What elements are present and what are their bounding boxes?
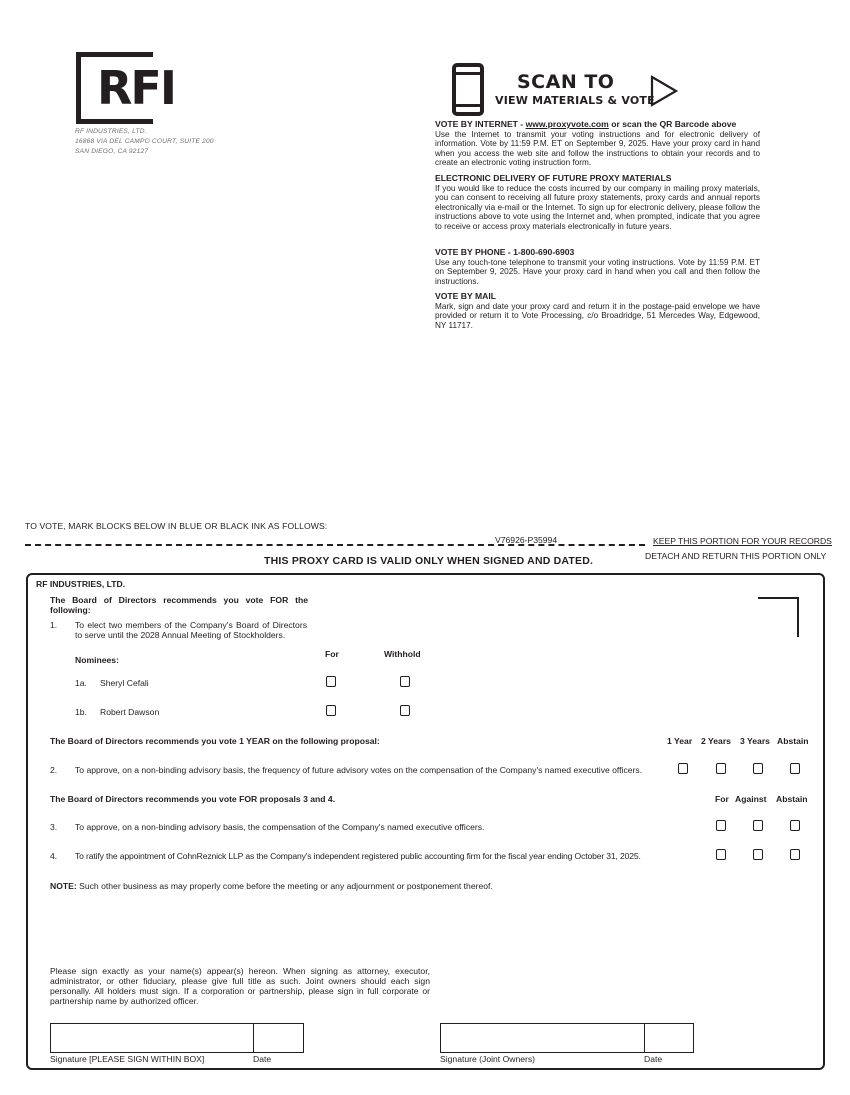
vote-phone-section bbox=[435, 248, 760, 286]
nominee-1a-for-checkbox[interactable] bbox=[326, 676, 336, 687]
signing-instructions: Please sign exactly as your name(s) appear(s) hereon. When signing as attorney, executor, administrator, or other fiduciary, please give full title as such. Joint owners should each sign personally. All holders must sign. If a corporation or partnership, please sign in full corporate or partnership name by authorized officer. bbox=[50, 966, 430, 1006]
valid-notice: THIS PROXY CARD IS VALID ONLY WHEN SIGNED AND DATED. bbox=[264, 555, 594, 567]
proposal-3-against-checkbox[interactable] bbox=[753, 820, 763, 831]
vote-phone-text: Use any touch-tone telephone to transmit your voting instructions. Vote by 11:59 P.M. ET on September 9, 2025. Have your proxy card in hand when you call and then follow the instructions. bbox=[435, 257, 760, 286]
keep-portion-label: KEEP THIS PORTION FOR YOUR RECORDS bbox=[653, 536, 832, 546]
proposal-2-number: 2. bbox=[50, 765, 58, 775]
electronic-delivery-section bbox=[435, 174, 760, 232]
col-for-header: For bbox=[325, 649, 339, 659]
scan-subtitle: VIEW MATERIALS & VOTE bbox=[495, 94, 655, 107]
nominee-1b-name: Robert Dawson bbox=[100, 707, 160, 717]
detach-portion-label: DETACH AND RETURN THIS PORTION ONLY bbox=[645, 551, 827, 561]
phone-icon bbox=[452, 63, 484, 116]
proposal-1-number: 1. bbox=[50, 620, 58, 630]
rfi-logo: RFI bbox=[97, 61, 175, 115]
joint-signature-box[interactable] bbox=[440, 1023, 645, 1053]
proposal-3-text: To approve, on a non-binding advisory basis, the compensation of the Company's named executive officers. bbox=[75, 822, 485, 832]
recommendation-2: The Board of Directors recommends you vote 1 YEAR on the following proposal: bbox=[50, 736, 380, 746]
nominees-label: Nominees: bbox=[75, 655, 119, 665]
col-1-year-header: 1 Year bbox=[667, 736, 693, 746]
note-line: NOTE: Such other business as may properly come before the meeting or any adjournment or postponement thereof. bbox=[50, 881, 493, 891]
proposal-3-abstain-checkbox[interactable] bbox=[790, 820, 800, 831]
nominee-1b-number: 1b. bbox=[75, 707, 87, 717]
vote-mail-section bbox=[435, 292, 760, 330]
signature-date-box[interactable] bbox=[253, 1023, 304, 1053]
col-for-header-2: For bbox=[715, 794, 729, 804]
electronic-delivery-text: If you would like to reduce the costs incurred by our company in mailing proxy materials, you can consent to receiving all future proxy statements, proxy cards and annual reports electronically via e-mail or the Internet. To sign up for electronic delivery, please follow the instructions above to vote using the Internet and, when prompted, indicate that you agree to receive or access proxy materials electronically in future years. bbox=[435, 183, 760, 231]
col-abstain-header-2: Abstain bbox=[776, 794, 808, 804]
proposal-4-for-checkbox[interactable] bbox=[716, 849, 726, 860]
proposal-3-number: 3. bbox=[50, 822, 58, 832]
nominee-1a-withhold-checkbox[interactable] bbox=[400, 676, 410, 687]
company-address: RF INDUSTRIES, LTD. 16868 VIA DEL CAMPO COURT, SUITE 200 SAN DIEGO, CA 92127 bbox=[75, 128, 214, 155]
vote-mail-heading: VOTE BY MAIL bbox=[435, 291, 496, 301]
proposal-4-text: To ratify the appointment of CohnReznick LLP as the Company's independent registered public accounting firm for the fiscal year ending October 31, 2025. bbox=[75, 851, 641, 861]
vote-internet-section: VOTE BY INTERNET - www.proxyvote.com or scan the QR Barcode above Use the Internet to transmit your voting instructions and for electronic delivery of information. Vote by 11:59 P.M. ET on September 9, 2025. Have your proxy card in hand when you access the web site and follow the instructions to obtain your records and to create an electronic voting instruction form. bbox=[435, 119, 760, 168]
signature-date-label: Date bbox=[253, 1054, 272, 1064]
signature-label: Signature [PLEASE SIGN WITHIN BOX] bbox=[50, 1054, 205, 1064]
proposal-2-2-years-checkbox[interactable] bbox=[716, 763, 726, 774]
col-withhold-header: Withhold bbox=[384, 649, 421, 659]
col-3-years-header: 3 Years bbox=[740, 736, 770, 746]
signature-box[interactable] bbox=[50, 1023, 254, 1053]
proposal-4-number: 4. bbox=[50, 851, 58, 861]
col-against-header: Against bbox=[735, 794, 767, 804]
vote-phone-heading: VOTE BY PHONE - 1-800-690-6903 bbox=[435, 247, 575, 257]
recommendation-3: The Board of Directors recommends you vote FOR proposals 3 and 4. bbox=[50, 794, 336, 804]
vote-internet-text: Use the Internet to transmit your voting instructions and for electronic delivery of information. Vote by 11:59 P.M. ET on September 9, 2025. Have your proxy card in hand when you access the web site and follow the instructions to obtain your records and to create an electronic voting instruction form. bbox=[435, 129, 760, 168]
nominee-1b-for-checkbox[interactable] bbox=[326, 705, 336, 716]
proposal-4-abstain-checkbox[interactable] bbox=[790, 849, 800, 860]
mark-instruction: TO VOTE, MARK BLOCKS BELOW IN BLUE OR BLACK INK AS FOLLOWS: bbox=[25, 521, 328, 531]
joint-signature-date-label: Date bbox=[644, 1054, 663, 1064]
joint-signature-label: Signature (Joint Owners) bbox=[440, 1054, 536, 1064]
col-abstain-header: Abstain bbox=[777, 736, 809, 746]
nominee-1a-name: Sheryl Cefali bbox=[100, 678, 149, 688]
proxyvote-link[interactable]: www.proxyvote.com bbox=[525, 119, 609, 129]
proposal-4-against-checkbox[interactable] bbox=[753, 849, 763, 860]
nominee-1a-number: 1a. bbox=[75, 678, 87, 688]
proposal-3-for-checkbox[interactable] bbox=[716, 820, 726, 831]
electronic-delivery-heading: ELECTRONIC DELIVERY OF FUTURE PROXY MATERIALS bbox=[435, 173, 672, 183]
nominee-1b-withhold-checkbox[interactable] bbox=[400, 705, 410, 716]
proposal-2-3-years-checkbox[interactable] bbox=[753, 763, 763, 774]
vote-mail-text: Mark, sign and date your proxy card and return it in the postage-paid envelope we have provided or return it to Vote Processing, c/o Broadridge, 51 Mercedes Way, Edgewood, NY 11717. bbox=[435, 301, 760, 330]
proposal-2-abstain-checkbox[interactable] bbox=[790, 763, 800, 774]
proposal-1-text: To elect two members of the Company's Board of Directors to serve until the 2028 Annual Meeting of Stockholders. bbox=[75, 620, 307, 640]
col-2-years-header: 2 Years bbox=[701, 736, 731, 746]
proposal-2-1-year-checkbox[interactable] bbox=[678, 763, 688, 774]
control-number: V76926-P35994 bbox=[495, 535, 558, 545]
scan-title: SCAN TO bbox=[517, 71, 615, 93]
recommendation-1: The Board of Directors recommends you vote FOR the following: bbox=[50, 595, 308, 615]
corner-mark bbox=[758, 597, 799, 637]
play-arrow-icon bbox=[650, 75, 678, 107]
card-company-name: RF INDUSTRIES, LTD. bbox=[36, 579, 126, 589]
proposal-2-text: To approve, on a non-binding advisory basis, the frequency of future advisory votes on the compensation of the Company's named executive officers. bbox=[75, 765, 643, 775]
joint-signature-date-box[interactable] bbox=[644, 1023, 694, 1053]
